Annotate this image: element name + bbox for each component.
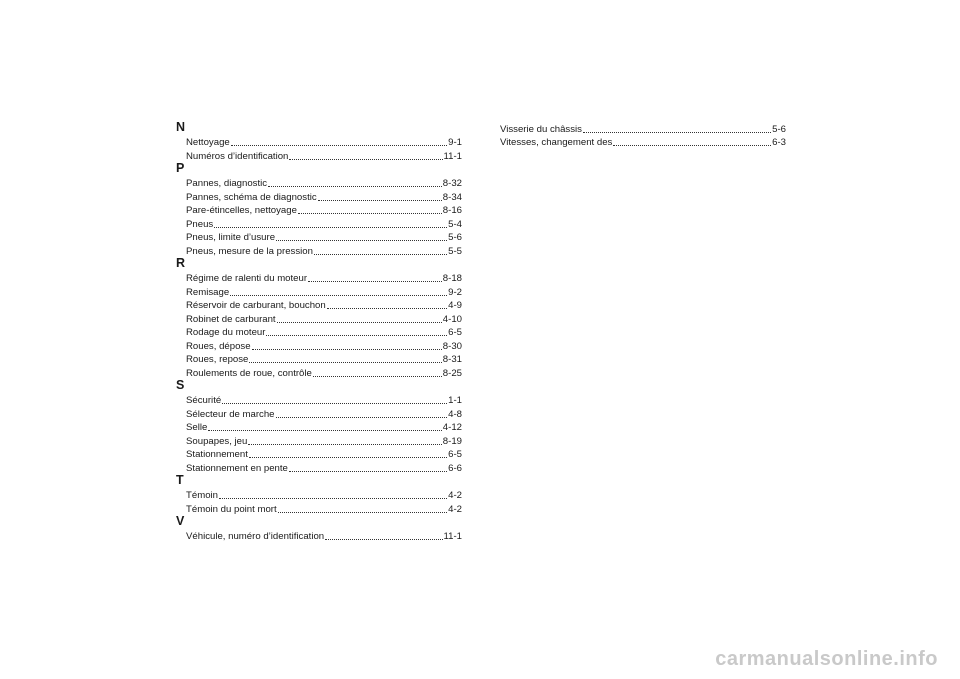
entry-page: 8-16 (442, 205, 462, 216)
leader-dots (231, 135, 447, 146)
index-entry (186, 189, 462, 203)
leader-dots (249, 352, 441, 363)
entry-text: Roues, repose (186, 354, 249, 365)
entry-page: 6-6 (448, 462, 462, 474)
index-entry (186, 392, 462, 406)
index-entry (186, 270, 462, 284)
entry-text: Pannes, schéma de diagnostic (186, 191, 317, 203)
index-entry (186, 351, 462, 365)
index-entry (186, 216, 462, 230)
entry-page: 8-34 (442, 191, 462, 203)
entry-text: Soupapes, jeu (186, 435, 248, 447)
entry-page: 5-6 (448, 232, 462, 243)
index-entry (500, 121, 786, 134)
entry-page: 4-12 (442, 422, 462, 433)
leader-dots (252, 339, 442, 350)
entry-page: 8-30 (442, 340, 462, 352)
entry-page: 6-5 (448, 327, 462, 338)
entry-text: Selle (186, 422, 208, 433)
leader-dots (583, 122, 771, 133)
watermark: carmanualsonline.info (715, 648, 938, 670)
index-entry (186, 365, 462, 379)
index-letter-r: R (176, 256, 186, 270)
index-letter-p: P (176, 161, 185, 175)
entry-text: Vitesses, changement des (500, 137, 613, 148)
index-letter-v: V (176, 514, 185, 528)
leader-dots (327, 298, 447, 309)
leader-dots (318, 190, 442, 201)
leader-dots (314, 244, 447, 255)
entry-text: Pneus, mesure de la pression (186, 245, 313, 257)
index-letter-n: N (176, 120, 186, 134)
entry-page: 4-2 (448, 490, 462, 501)
index-entry (186, 324, 462, 338)
entry-page: 5-6 (772, 124, 786, 135)
entry-page: 9-2 (448, 286, 462, 298)
entry-page: 8-31 (442, 354, 462, 365)
entry-text: Pare-étincelles, nettoyage (186, 205, 297, 216)
index-letter-t: T (176, 473, 184, 487)
entry-page: 6-5 (448, 449, 462, 460)
entry-text: Stationnement (186, 449, 248, 460)
leader-dots (249, 447, 447, 458)
index-entry (186, 406, 462, 420)
index-entry (186, 460, 462, 474)
entry-text: Nettoyage (186, 137, 230, 148)
entry-page: 6-3 (772, 137, 786, 148)
leader-dots (278, 502, 447, 513)
entry-page: 1-1 (448, 395, 462, 406)
entry-page: 4-2 (448, 503, 462, 515)
index-entry (186, 202, 462, 216)
index-entry (186, 134, 462, 148)
leader-dots (248, 434, 441, 445)
entry-text: Roues, dépose (186, 340, 251, 352)
leader-dots (214, 217, 447, 228)
entry-text: Véhicule, numéro d’identification (186, 531, 325, 542)
entry-text: Témoin (186, 490, 218, 501)
entry-page: 8-25 (442, 367, 462, 379)
entry-page: 8-32 (442, 178, 462, 189)
leader-dots (208, 420, 441, 431)
entry-text: Remisage (186, 286, 230, 298)
leader-dots (277, 312, 442, 323)
leader-dots (325, 529, 442, 540)
entry-text: Régime de ralenti du moteur (186, 273, 308, 284)
index-entry (186, 148, 462, 162)
index-entry (500, 134, 786, 147)
index-letter-s: S (176, 378, 185, 392)
leader-dots (613, 135, 771, 146)
entry-text: Sécurité (186, 395, 222, 406)
entry-text: Stationnement en pente (186, 462, 288, 474)
entry-text: Roulements de roue, contrôle (186, 367, 312, 379)
index-entry (186, 446, 462, 460)
leader-dots (222, 393, 447, 404)
entry-text: Sélecteur de marche (186, 408, 275, 420)
index-entry (186, 433, 462, 447)
entry-page: 4-8 (448, 408, 462, 420)
entry-page: 8-19 (442, 435, 462, 447)
leader-dots (276, 230, 447, 241)
index-entry (186, 419, 462, 433)
entry-text: Visserie du châssis (500, 124, 582, 135)
leader-dots (308, 271, 442, 282)
index-entry (186, 338, 462, 352)
index-entry (186, 528, 462, 542)
leader-dots (313, 366, 442, 377)
index-entry (186, 297, 462, 311)
entry-text: Rodage du moteur (186, 327, 266, 338)
entry-page: 5-5 (448, 245, 462, 257)
entry-text: Pannes, diagnostic (186, 178, 268, 189)
leader-dots (276, 407, 448, 418)
index-right-column (500, 121, 786, 147)
index-entry (186, 243, 462, 257)
entry-page: 11-1 (443, 150, 462, 162)
entry-page: 9-1 (448, 137, 462, 148)
index-entry (186, 229, 462, 243)
index-entry (186, 284, 462, 298)
leader-dots (230, 285, 447, 296)
entry-text: Pneus, limite d’usure (186, 232, 276, 243)
entry-page: 11-1 (443, 531, 462, 542)
entry-page: 4-9 (448, 300, 462, 311)
leader-dots (298, 203, 442, 214)
index-entry (186, 311, 462, 325)
leader-dots (289, 461, 447, 472)
index-entry (186, 501, 462, 515)
index-entry (186, 175, 462, 189)
entry-text: Robinet de carburant (186, 313, 276, 325)
entry-text: Réservoir de carburant, bouchon (186, 300, 326, 311)
entry-text: Pneus (186, 218, 214, 230)
leader-dots (268, 176, 442, 187)
entry-page: 8-18 (442, 273, 462, 284)
entry-text: Numéros d’identification (186, 150, 289, 162)
leader-dots (289, 149, 442, 160)
leader-dots (219, 488, 447, 499)
index-entry (186, 487, 462, 501)
entry-text: Témoin du point mort (186, 503, 277, 515)
leader-dots (266, 325, 447, 336)
entry-page: 5-4 (448, 218, 462, 230)
entry-page: 4-10 (442, 313, 462, 325)
index-left-column (176, 120, 462, 542)
